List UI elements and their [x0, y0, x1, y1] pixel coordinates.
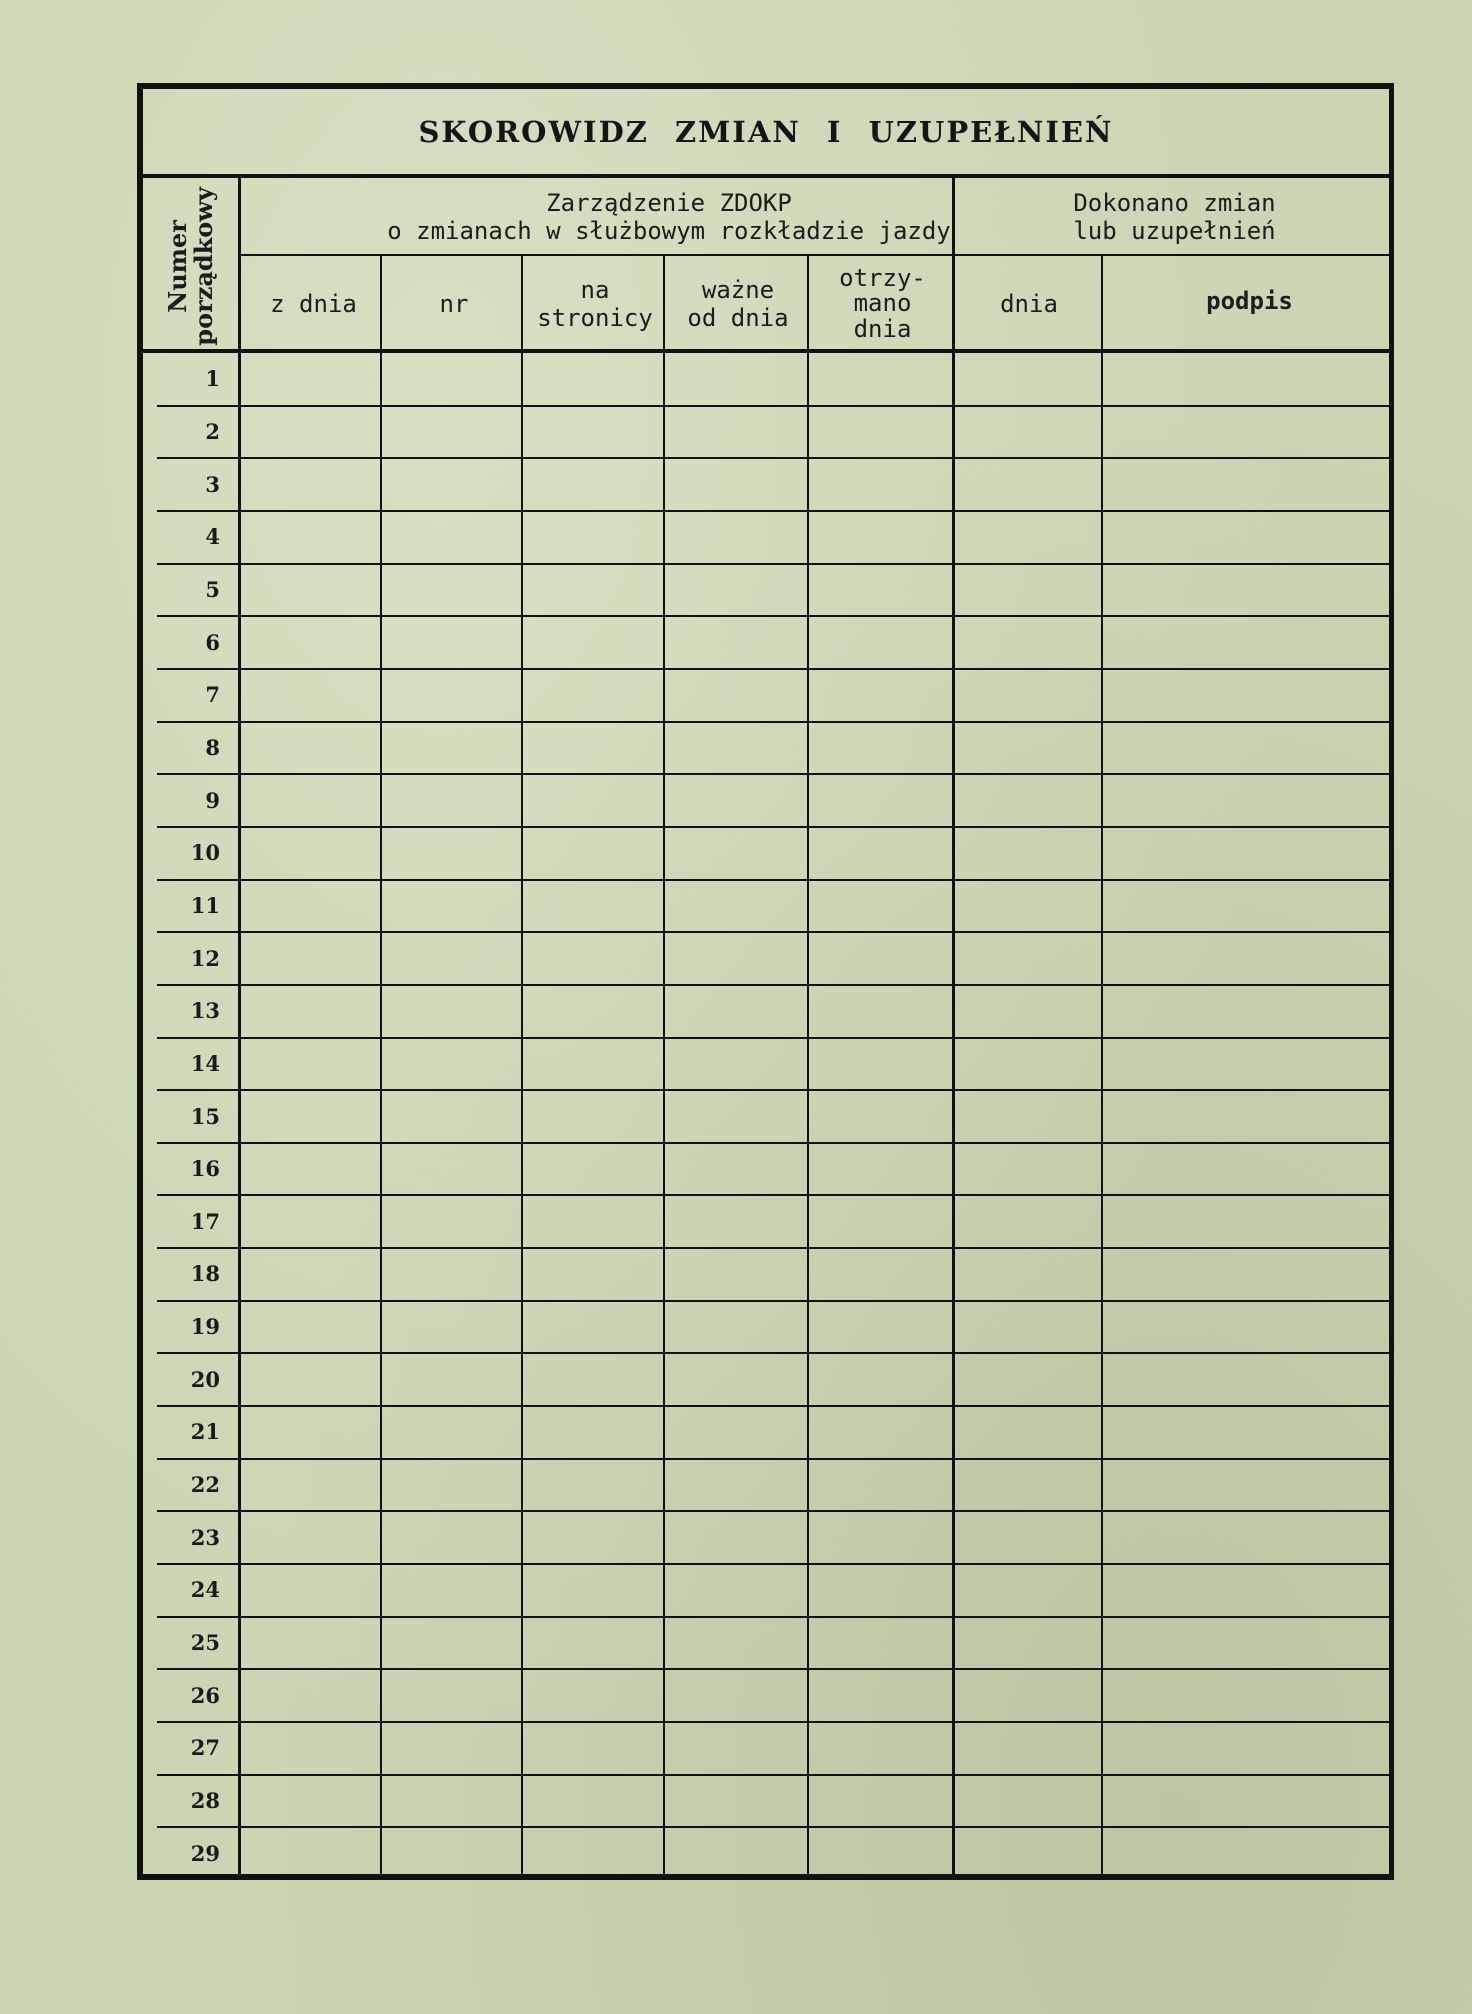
row-divider-line [157, 1774, 1394, 1776]
row-divider-line [157, 1826, 1394, 1828]
row-number: 11 [190, 892, 220, 918]
row-divider-line [157, 1037, 1394, 1039]
row-number: 29 [190, 1840, 220, 1866]
col-otrz-line3: dnia [853, 314, 912, 343]
col-divider-wazne [807, 254, 809, 1880]
col-divider-dnia [1101, 254, 1103, 1880]
row-divider-line [157, 1142, 1394, 1144]
col-otrz-line2: mano [853, 289, 912, 318]
row-divider-line [157, 563, 1394, 565]
row-number: 18 [190, 1261, 220, 1287]
row-number: 23 [190, 1524, 220, 1550]
row-divider-line [157, 405, 1394, 407]
row-divider-line [157, 1194, 1394, 1196]
group2-line1: Dokonano zmian [1073, 188, 1276, 217]
row-number: 6 [205, 629, 220, 655]
row-number: 9 [205, 787, 220, 813]
row-divider-line [157, 1300, 1394, 1302]
col-wazne-line1: ważne [701, 275, 775, 304]
row-number: 24 [190, 1577, 220, 1603]
row-number: 4 [205, 524, 220, 550]
col-header-otrzymano-dnia [811, 260, 954, 348]
row-divider-line [157, 879, 1394, 881]
col-wazne-line2: od dnia [687, 304, 789, 332]
row-divider-line [157, 1458, 1394, 1460]
row-number: 20 [190, 1366, 220, 1392]
header-subdivider-line [240, 254, 1394, 256]
col-divider-z-dnia [380, 254, 382, 1880]
row-divider-line [157, 1510, 1394, 1512]
row-divider-line [157, 1089, 1394, 1091]
numer-header-text [165, 187, 218, 346]
col-header-na-stronicy [525, 260, 665, 348]
row-number: 8 [205, 734, 220, 760]
row-number: 27 [190, 1735, 220, 1761]
col-header-podpis [1105, 260, 1394, 342]
row-number: 12 [190, 945, 220, 971]
row-number: 16 [190, 1156, 220, 1182]
row-number: 13 [190, 998, 220, 1024]
col-dnia-label: dnia [1000, 289, 1058, 318]
row-number: 5 [205, 576, 220, 602]
group1-line1: Zarządzenie ZDOKP [546, 188, 792, 217]
row-number: 1 [205, 366, 220, 392]
row-divider-line [157, 826, 1394, 828]
col-nr-label: nr [439, 289, 469, 318]
row-divider-line [157, 931, 1394, 933]
col-na-line2: stronicy [537, 304, 653, 332]
row-divider-line [157, 1563, 1394, 1565]
row-divider-line [157, 773, 1394, 775]
row-number: 7 [205, 682, 220, 708]
col-header-dnia [955, 260, 1103, 348]
group-header-dokonano [955, 182, 1394, 252]
row-divider-line [157, 1668, 1394, 1670]
row-divider-line [157, 984, 1394, 986]
row-number: 14 [190, 1050, 220, 1076]
row-divider-line [157, 457, 1394, 459]
col-header-wazne-od-dnia [666, 260, 810, 348]
change-index-form [137, 83, 1394, 1880]
row-divider-line [157, 1616, 1394, 1618]
row-divider-line [157, 721, 1394, 723]
row-divider-line [157, 1405, 1394, 1407]
col-na-line1: na [580, 275, 610, 304]
title-row [143, 89, 1389, 178]
col-divider-na-stronicy [663, 254, 665, 1880]
row-divider-line [157, 1721, 1394, 1723]
col-otrz-line1: otrzy- [839, 264, 926, 293]
numer-header-cell [143, 178, 240, 355]
col-header-nr [384, 260, 524, 348]
row-number: 22 [190, 1472, 220, 1498]
row-number: 19 [190, 1314, 220, 1340]
row-number: 10 [190, 840, 220, 866]
row-number: 26 [190, 1682, 220, 1708]
col-divider-nr [521, 254, 523, 1880]
row-divider-line [157, 510, 1394, 512]
col-divider-group [952, 178, 955, 1880]
header-bottom-line [143, 349, 1394, 353]
row-number: 2 [205, 418, 220, 444]
numer-header-line2: porządkowy [189, 187, 219, 346]
col-podpis-label: podpis [1206, 286, 1293, 315]
col-z-dnia-label: z dnia [270, 289, 357, 318]
group2-line2: lub uzupełnień [1073, 217, 1276, 245]
row-number: 21 [190, 1419, 220, 1445]
row-number: 17 [190, 1208, 220, 1234]
row-divider-line [157, 1247, 1394, 1249]
row-divider-line [157, 668, 1394, 670]
row-divider-line [157, 615, 1394, 617]
row-divider-line [157, 1352, 1394, 1354]
numer-header-line1: Numer [163, 220, 193, 313]
row-number: 15 [190, 1103, 220, 1129]
group1-line2: o zmianach w służbowym rozkładzie jazdy [387, 217, 951, 245]
row-number: 25 [190, 1630, 220, 1656]
form-title: SKOROWIDZ ZMIAN I UZUPEŁNIEŃ [418, 114, 1114, 149]
col-header-z-dnia [244, 260, 383, 348]
row-number: 3 [205, 471, 220, 497]
row-number: 28 [190, 1788, 220, 1814]
